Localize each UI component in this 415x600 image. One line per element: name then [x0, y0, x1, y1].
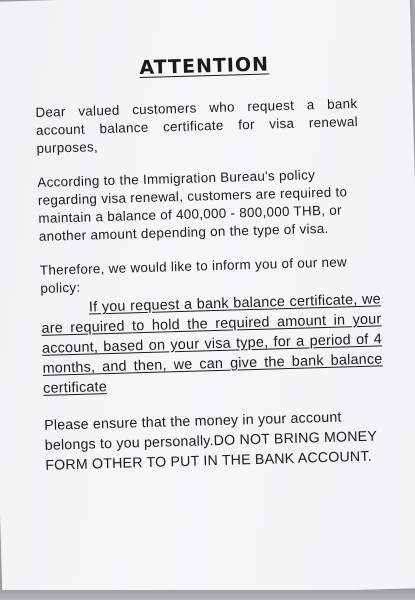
notice-body: [34, 51, 385, 476]
new-policy-intro-paragraph: Therefore, we would like to inform you of our new policy:: [39, 254, 348, 296]
policy-detail-paragraph: If you request a bank balance certificate, we are required to hold the required amount in your account, based on your visa type, for a period of 4 months, and then, we can give the bank balance certificate: [41, 291, 383, 397]
greeting-paragraph: Dear valued customers who request a bank account balance certificate for visa renewal purposes,: [35, 95, 359, 156]
notice-title: ATTENTION: [139, 53, 270, 80]
table-surface: [0, 590, 415, 600]
closing-paragraph: Please ensure that the money in your account belongs to you personally.DO NOT BRING MONEY FORM OTHER TO PUT IN THE BANK ACCOUNT.: [43, 409, 377, 474]
policy-intro-paragraph: According to the Immigration Bureau's policy regarding visa renewal, customers are required to maintain a balance of 400,000 - 800,000 THB, or another amount depending on the type of visa.: [37, 167, 348, 244]
